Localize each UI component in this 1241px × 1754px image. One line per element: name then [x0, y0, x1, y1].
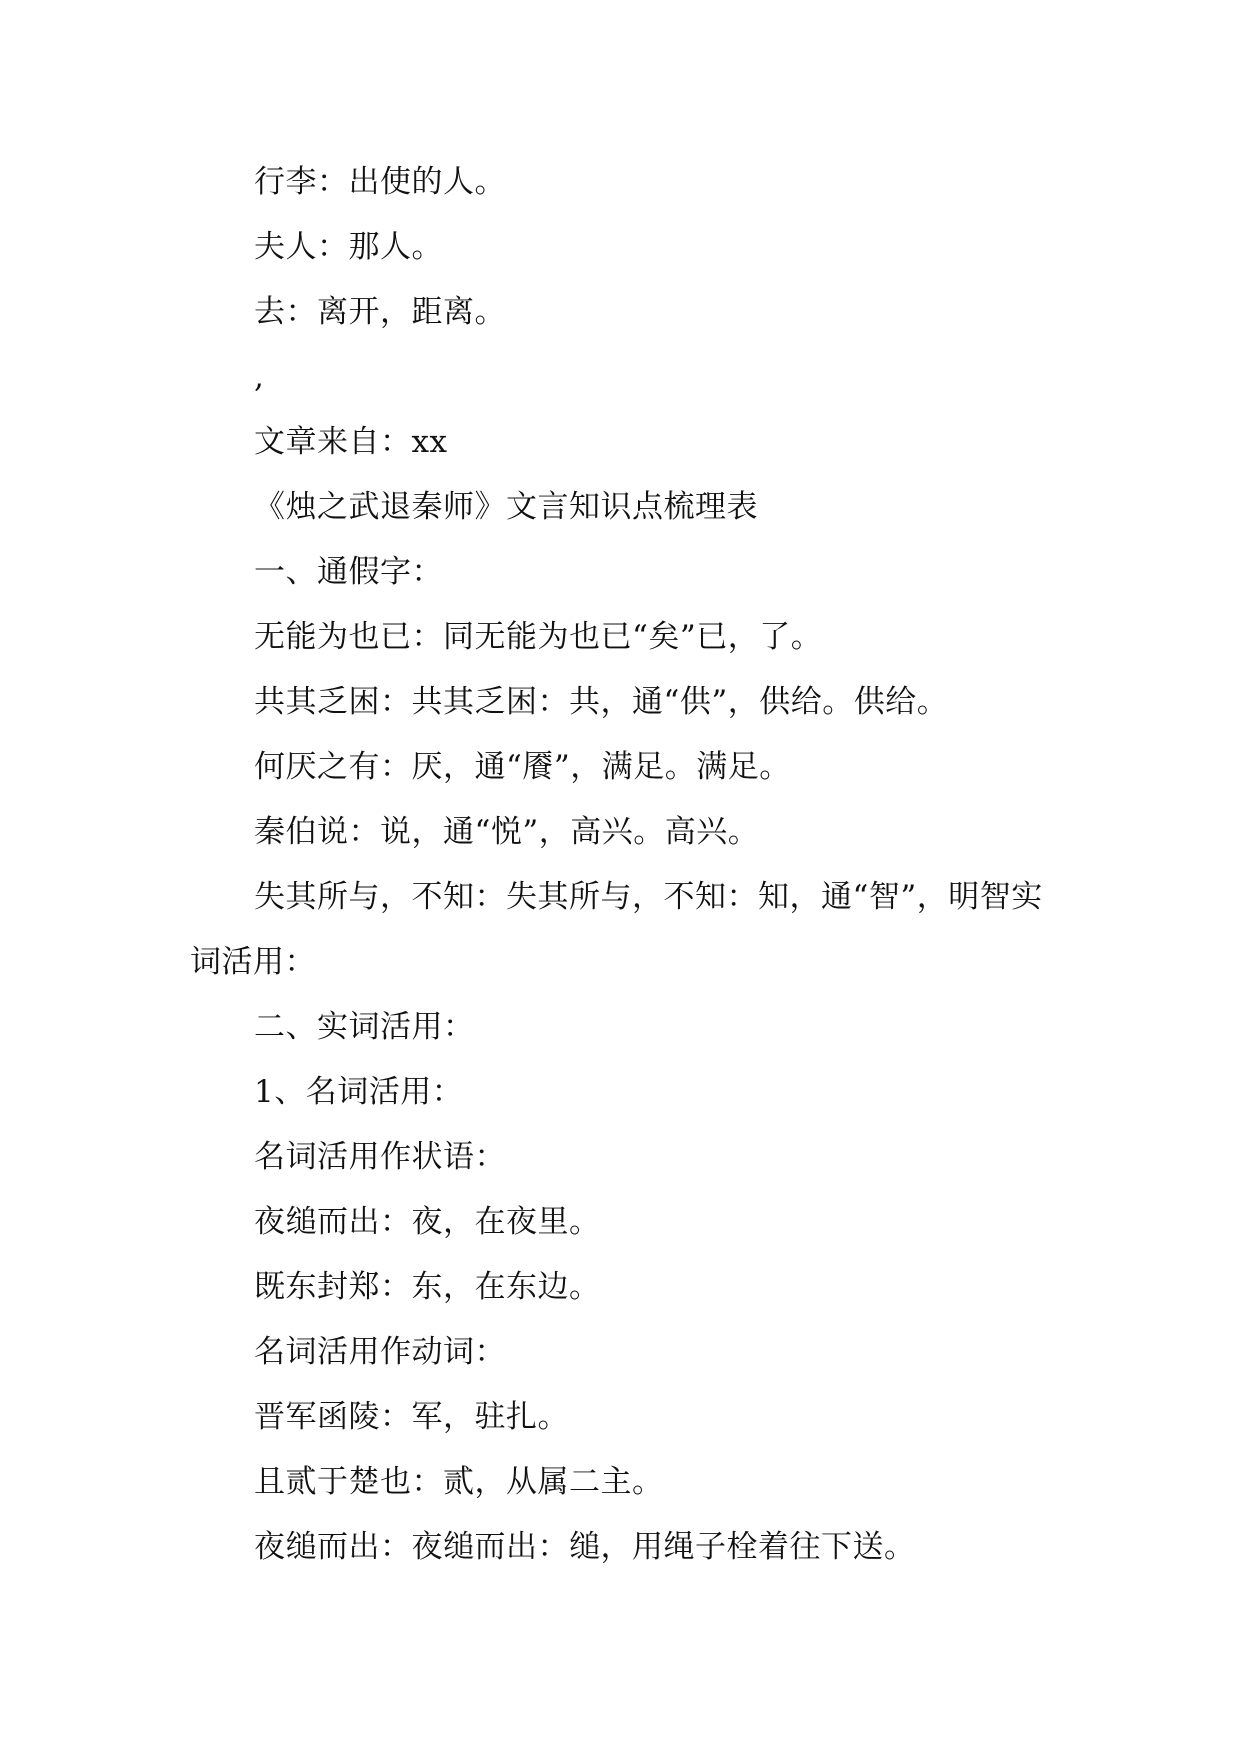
subsection-heading: 1、名词活用：	[254, 1074, 464, 1110]
text-line: 何厌之有：厌，通“餍”，满足。满足。	[254, 749, 791, 785]
text-line: 夜缒而出：夜缒而出：缒，用绳子栓着往下送。	[254, 1529, 916, 1565]
text-line: 秦伯说：说，通“悦”，高兴。高兴。	[254, 814, 760, 850]
text-line: 晋军函陵：军，驻扎。	[254, 1399, 569, 1435]
text-line: 共其乏困：共其乏困：共，通“供”，供给。供给。	[254, 684, 949, 720]
document-body	[190, 150, 1050, 1580]
text-line: 既东封郑：东，在东边。	[254, 1269, 601, 1305]
document-title: 《烛之武退秦师》文言知识点梳理表	[254, 489, 758, 525]
section-heading: 二、实词活用：	[254, 1009, 475, 1045]
text-line: 去：离开，距离。	[254, 294, 506, 330]
subsection-heading: 名词活用作动词：	[254, 1334, 506, 1370]
text-line: 夜缒而出：夜，在夜里。	[254, 1204, 601, 1240]
text-line: ,	[254, 359, 265, 395]
source-line: 文章来自：xx	[254, 424, 448, 460]
subsection-heading: 名词活用作状语：	[254, 1139, 506, 1175]
section-heading: 一、通假字：	[254, 554, 443, 590]
wrapped-paragraph: 失其所与，不知：失其所与，不知：知，通“智”，明智实词活用：	[190, 879, 1043, 980]
text-line: 且贰于楚也：贰，从属二主。	[254, 1464, 664, 1500]
text-line: 夫人：那人。	[254, 229, 443, 265]
text-line: 无能为也已：同无能为也已“矣”已，了。	[254, 619, 823, 655]
text-line: 行李：出使的人。	[254, 164, 506, 200]
